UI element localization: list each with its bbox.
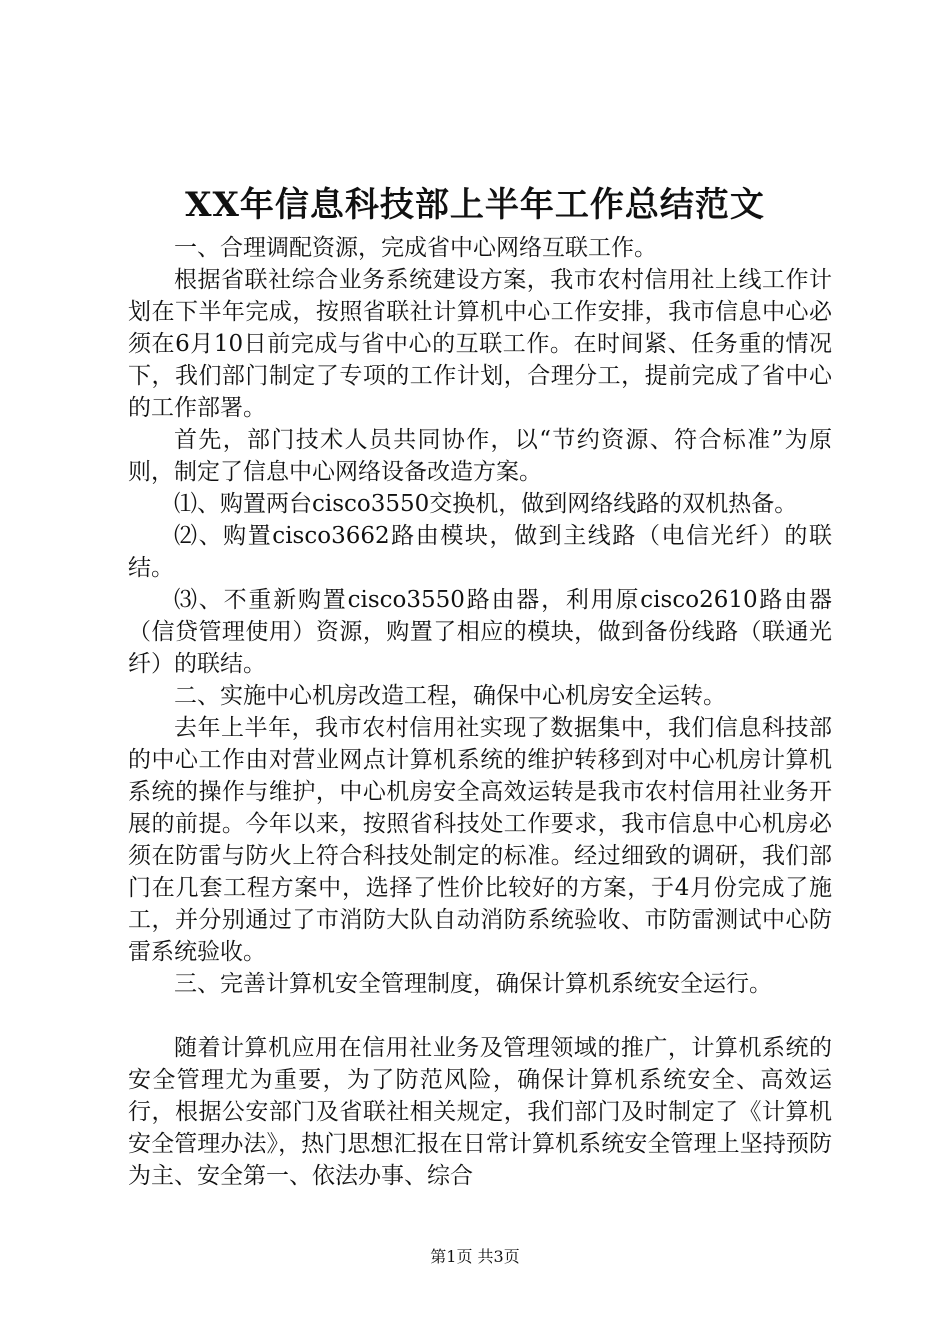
- section-heading-3: 三、完善计算机安全管理制度，确保计算机系统安全运行。: [174, 971, 772, 997]
- document-body: [128, 232, 832, 1192]
- paragraph: 随着计算机应用在信用社业务及管理领域的推广，计算机系统的安全管理尤为重要，为了防范风险，确保计算机系统安全、高效运行，根据公安部门及省联社相关规定，我们部门及时制定了《计算机安全管理办法》，热门思想汇报在日常计算机系统安全管理上坚持预防为主、安全第一、依法办事、综合: [128, 1035, 832, 1189]
- list-item: ⑵、购置cisco3662路由模块，做到主线路（电信光纤）的联结。: [128, 523, 832, 581]
- paragraph: 去年上半年，我市农村信用社实现了数据集中，我们信息科技部的中心工作由对营业网点计算机系统的维护转移到对中心机房计算机系统的操作与维护，中心机房安全高效运转是我市农村信用社业务开展的前提。今年以来，按照省科技处工作要求，我市信息中心机房必须在防雷与防火上符合科技处制定的标准。经过细致的调研，我们部门在几套工程方案中，选择了性价比较好的方案，于4月份完成了施工，并分别通过了市消防大队自动消防系统验收、市防雷测试中心防雷系统验收。: [128, 715, 832, 965]
- paragraph: 首先，部门技术人员共同协作，以“节约资源、符合标准”为原则，制定了信息中心网络设备改造方案。: [128, 427, 832, 485]
- section-heading-2: 二、实施中心机房改造工程，确保中心机房安全运转。: [174, 683, 726, 709]
- section-heading-1: 一、合理调配资源，完成省中心网络互联工作。: [174, 235, 657, 261]
- list-item: ⑴、购置两台cisco3550交换机，做到网络线路的双机热备。: [174, 491, 798, 517]
- paragraph: 根据省联社综合业务系统建设方案，我市农村信用社上线工作计划在下半年完成，按照省联社计算机中心工作安排，我市信息中心必须在6月10日前完成与省中心的互联工作。在时间紧、任务重的情况下，我们部门制定了专项的工作计划，合理分工，提前完成了省中心的工作部署。: [128, 267, 832, 421]
- list-item: ⑶、不重新购置cisco3550路由器，利用原cisco2610路由器（信贷管理使用）资源，购置了相应的模块，做到备份线路（联通光纤）的联结。: [128, 587, 832, 677]
- page-footer: 第1页 共3页: [430, 1247, 520, 1266]
- document-title: XX年信息科技部上半年工作总结范文: [185, 185, 765, 225]
